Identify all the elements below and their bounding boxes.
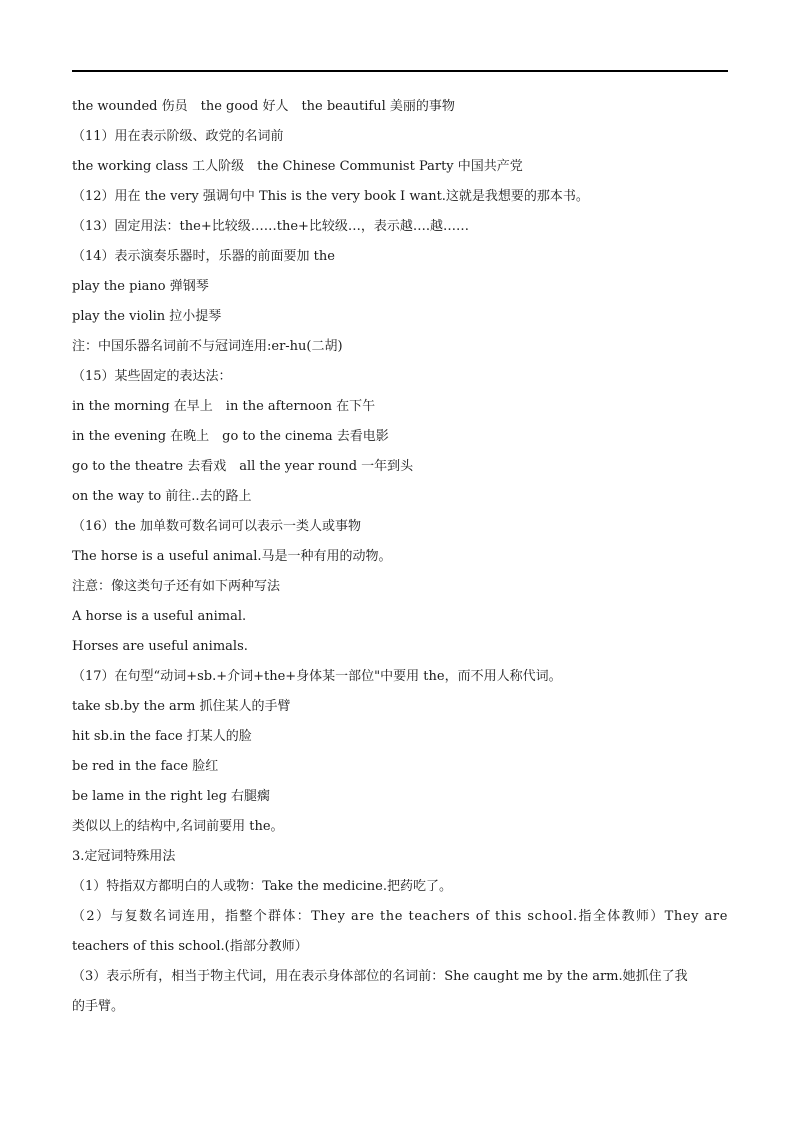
text-line: The horse is a useful animal.马是一种有用的动物。 (72, 549, 392, 564)
text-line: in the morning 在早上 in the afternoon 在下午 (72, 399, 376, 414)
text-line: play the piano 弹钢琴 (72, 279, 209, 294)
text-line: the wounded 伤员 the good 好人 the beautiful 美丽的事物 (72, 99, 455, 114)
text-line: go to the theatre 去看戏 all the year round 一年到头 (72, 459, 414, 474)
text-line: （13）固定用法：the+比较级……the+比较级…，表示越….越…… (72, 219, 470, 234)
text-line: （16）the 加单数可数名词可以表示一类人或事物 (72, 519, 361, 534)
text-line: teachers of this school.(指部分教师） (72, 939, 308, 954)
text-line: （1）特指双方都明白的人或物：Take the medicine.把药吃了。 (72, 879, 452, 894)
text-line: 的手臂。 (72, 999, 125, 1014)
text-line: 注意：像这类句子还有如下两种写法 (72, 579, 281, 594)
text-line: （2）与复数名词连用，指整个群体：They are the teachers of this school.指全体教师）They are (72, 909, 728, 924)
text-line: （3）表示所有，相当于物主代词，用在表示身体部位的名词前：She caught me by the arm.她抓住了我 (72, 969, 688, 984)
text-line: on the way to 前往..去的路上 (72, 489, 252, 504)
text-line: （12）用在 the very 强调句中 This is the very book I want.这就是我想要的那本书。 (72, 189, 589, 204)
text-line: （11）用在表示阶级、政党的名词前 (72, 129, 284, 144)
text-line: Horses are useful animals. (72, 639, 248, 654)
text-line: be lame in the right leg 右腿瘸 (72, 789, 271, 804)
text-body (72, 94, 728, 1024)
text-line: in the evening 在晚上 go to the cinema 去看电影 (72, 429, 389, 444)
text-line: play the violin 拉小提琴 (72, 309, 222, 324)
text-line: A horse is a useful animal. (72, 609, 247, 624)
text-line: （17）在句型“动词+sb.+介词+the+身体某一部位"中要用 the，而不用人称代词。 (72, 669, 562, 684)
text-line: be red in the face 脸红 (72, 759, 219, 774)
text-line: 类似以上的结构中,名词前要用 the。 (72, 819, 284, 834)
text-line: （15）某些固定的表达法： (72, 369, 232, 384)
header-rule (72, 70, 728, 72)
text-line: 3.定冠词特殊用法 (72, 849, 176, 864)
text-line: （14）表示演奏乐器时，乐器的前面要加 the (72, 249, 335, 264)
text-line: hit sb.in the face 打某人的脸 (72, 729, 252, 744)
text-line: the working class 工人阶级 the Chinese Communist Party 中国共产党 (72, 159, 523, 174)
text-line: take sb.by the arm 抓住某人的手臂 (72, 699, 291, 714)
text-line: 注：中国乐器名词前不与冠词连用:er-hu(二胡) (72, 339, 343, 354)
